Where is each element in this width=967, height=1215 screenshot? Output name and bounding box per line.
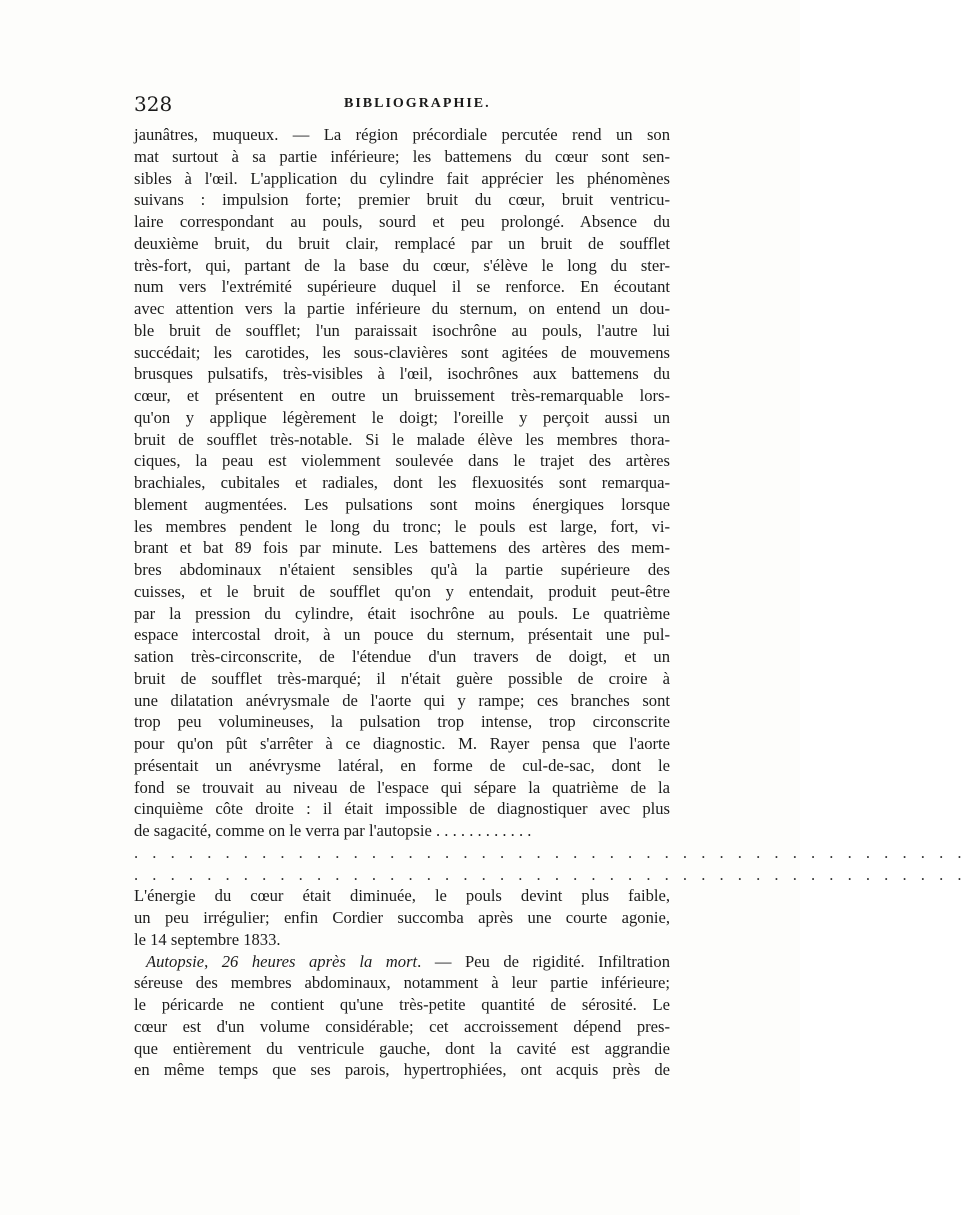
body-text — [134, 124, 967, 1081]
text-line: mat surtout à sa partie inférieure; les battemens du cœur sont sen- — [134, 146, 670, 166]
text-line: que entièrement du ventricule gauche, dont la cavité est aggrandie — [134, 1038, 670, 1058]
text-line: L'énergie du cœur était diminuée, le pouls devint plus faible, — [134, 886, 670, 906]
text-line: . . . . . . . . . . . . . . . . . . . . . . . . . . . . . . . . . . . . . . . . . . . . . . — [134, 864, 967, 884]
text-line: succédait; les carotides, les sous-clavières sont agitées de mouvemens — [134, 342, 670, 362]
text-line: bres abdominaux n'étaient sensibles qu'à la partie supérieure des — [134, 560, 670, 579]
text-line: num vers l'extrémité supérieure duquel il se renforce. En écoutant — [134, 277, 670, 297]
autopsie-time: 26 heures après la mort — [221, 951, 418, 971]
text-line: avec attention vers la partie inférieure du sternum, on entend un dou- — [134, 299, 670, 318]
text-line: en même temps que ses parois, hypertrophiées, ont acquis près de — [134, 1060, 670, 1080]
text-line: cuisses, et le bruit de soufflet qu'on y entendait, produit peut-être — [134, 581, 670, 601]
page-number: 328 — [134, 92, 173, 116]
text-line: cœur, et présentent en outre un bruissement très-remarquable lors- — [134, 386, 670, 405]
text-line: brachiales, cubitales et radiales, dont les flexuosités sont remarqua- — [134, 473, 670, 492]
text-line: . . . . . . . . . . . . . . . . . . . . . . . . . . . . . . . . . . . . . . . . . . . . . . — [134, 842, 967, 862]
text-line: laire correspondant au pouls, sourd et peu prolongé. Absence du — [134, 212, 670, 231]
text-line: blement augmentées. Les pulsations sont moins énergiques lorsque — [134, 494, 670, 514]
text-line: jaunâtres, muqueux. — La région précordiale percutée rend un son — [134, 125, 670, 144]
text-line: un peu irrégulier; enfin Cordier succomba après une courte agonie, — [134, 908, 670, 927]
text-line: brusques pulsatifs, très-visibles à l'œil, isochrônes aux battemens du — [134, 364, 670, 384]
text-line: le péricarde ne contient qu'une très-petite quantité de sérosité. Le — [134, 995, 670, 1014]
text-line: cinquième côte droite : il était impossible de diagnostiquer avec plus — [134, 799, 670, 819]
text-line: qu'on y applique légèrement le doigt; l'oreille y perçoit aussi un — [134, 407, 670, 427]
text-line: trop peu volumineuses, la pulsation trop intense, trop circonscrite — [134, 712, 670, 732]
text-line — [134, 951, 670, 973]
text-line: sibles à l'œil. L'application du cylindre fait apprécier les phénomènes — [134, 168, 670, 188]
text-line: sation très-circonscrite, de l'étendue d'un travers de doigt, et un — [134, 647, 670, 666]
text-line: séreuse des membres abdominaux, notamment à leur partie inférieure; — [134, 973, 670, 993]
text-line: espace intercostal droit, à un pouce du sternum, présentait une pul- — [134, 625, 670, 645]
text-line: ciques, la peau est violemment soulevée dans le trajet des artères — [134, 451, 670, 471]
autopsie-label: Autopsie — [146, 951, 205, 971]
text-line: présentait un anévrysme latéral, en forme de cul-de-sac, dont le — [134, 755, 670, 775]
text-line: une dilatation anévrysmale de l'aorte qui y rampe; ces branches sont — [134, 690, 670, 710]
text-line: cœur est d'un volume considérable; cet accroissement dépend pres- — [134, 1016, 670, 1036]
running-head: BIBLIOGRAPHIE. — [344, 96, 491, 111]
text-line: brant et bat 89 fois par minute. Les battemens des artères des mem- — [134, 538, 670, 558]
text-line: très-fort, qui, partant de la base du cœur, s'élève le long du ster- — [134, 255, 670, 275]
text-line: suivans : impulsion forte; premier bruit du cœur, bruit ventricu- — [134, 190, 670, 210]
text-line: ble bruit de soufflet; l'un paraissait isochrône au pouls, l'autre lui — [134, 320, 670, 340]
text-line: le 14 septembre 1833. — [134, 929, 281, 949]
text-line: fond se trouvait au niveau de l'espace qui sépare la quatrième de la — [134, 777, 670, 797]
text-line: les membres pendent le long du tronc; le pouls est large, fort, vi- — [134, 516, 670, 536]
text-line: bruit de soufflet très-marqué; il n'était guère possible de croire à — [134, 668, 670, 688]
text-line: par la pression du cylindre, était isochrône au pouls. Le quatrième — [134, 603, 670, 623]
text-line: pour qu'on pût s'arrêter à ce diagnostic. M. Rayer pensa que l'aorte — [134, 734, 670, 753]
autopsie-rest: . — Peu de rigidité. Infiltration — [417, 951, 671, 971]
text-line: deuxième bruit, du bruit clair, remplacé par un bruit de soufflet — [134, 233, 670, 253]
text-line: bruit de soufflet très-notable. Si le malade élève les membres thora- — [134, 429, 670, 449]
text-line: de sagacité, comme on le verra par l'autopsie . . . . . . . . . . . . — [134, 821, 532, 840]
separator: , — [204, 951, 222, 971]
page-header — [134, 92, 672, 120]
